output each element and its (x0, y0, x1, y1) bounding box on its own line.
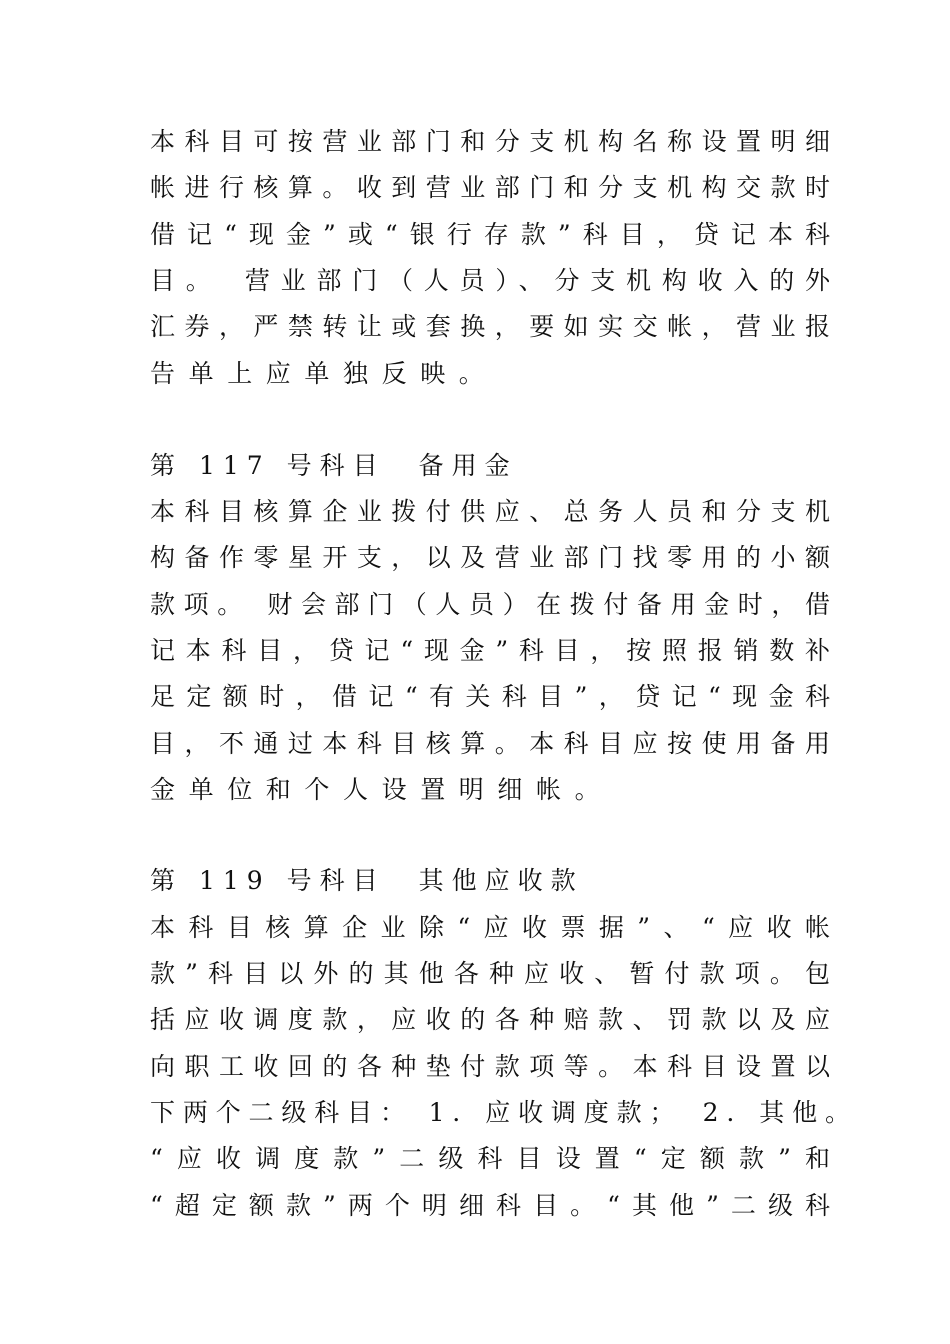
section-heading: 第 119 号科目 其他应收款 (150, 866, 584, 895)
paragraph-line: 告单上应单独反映。 (150, 359, 498, 388)
paragraph-line: 款”科目以外的其他各种应收、暂付款项。包 (150, 959, 830, 988)
paragraph-line: 本科目可按营业部门和分支机构名称设置明细 (150, 127, 830, 156)
paragraph-line: 下两个二级科目： 1．应收调度款； 2．其他。 (150, 1098, 850, 1127)
paragraph-line: “应收调度款”二级科目设置“定额款”和 (150, 1144, 830, 1173)
section-heading: 第 117 号科目 备用金 (150, 451, 518, 480)
paragraph-line: 括应收调度款，应收的各种赔款、罚款以及应 (150, 1005, 830, 1034)
paragraph-line: 本科目核算企业拨付供应、总务人员和分支机 (150, 497, 830, 526)
paragraph-line: 本科目核算企业除“应收票据”、“应收帐 (150, 913, 830, 942)
paragraph-line: 借记“现金”或“银行存款”科目，贷记本科 (150, 220, 830, 249)
paragraph-line: 足定额时，借记“有关科目”，贷记“现金科 (150, 682, 830, 711)
paragraph-line: 目，不通过本科目核算。本科目应按使用备用 (150, 729, 830, 758)
paragraph-line: 金单位和个人设置明细帐。 (150, 775, 614, 804)
paragraph-line: 向职工收回的各种垫付款项等。本科目设置以 (150, 1052, 830, 1081)
paragraph-line: 款项。 财会部门（人员）在拨付备用金时，借 (150, 590, 830, 619)
paragraph-line: 目。 营业部门（人员）、分支机构收入的外 (150, 266, 830, 295)
paragraph-line: 构备作零星开支，以及营业部门找零用的小额 (150, 543, 830, 572)
paragraph-line: 帐进行核算。收到营业部门和分支机构交款时 (150, 173, 830, 202)
paragraph-line: 记本科目，贷记“现金”科目，按照报销数补 (150, 636, 830, 665)
paragraph-line: 汇券，严禁转让或套换，要如实交帐，营业报 (150, 312, 830, 341)
paragraph-line: “超定额款”两个明细科目。“其他”二级科 (150, 1191, 830, 1220)
